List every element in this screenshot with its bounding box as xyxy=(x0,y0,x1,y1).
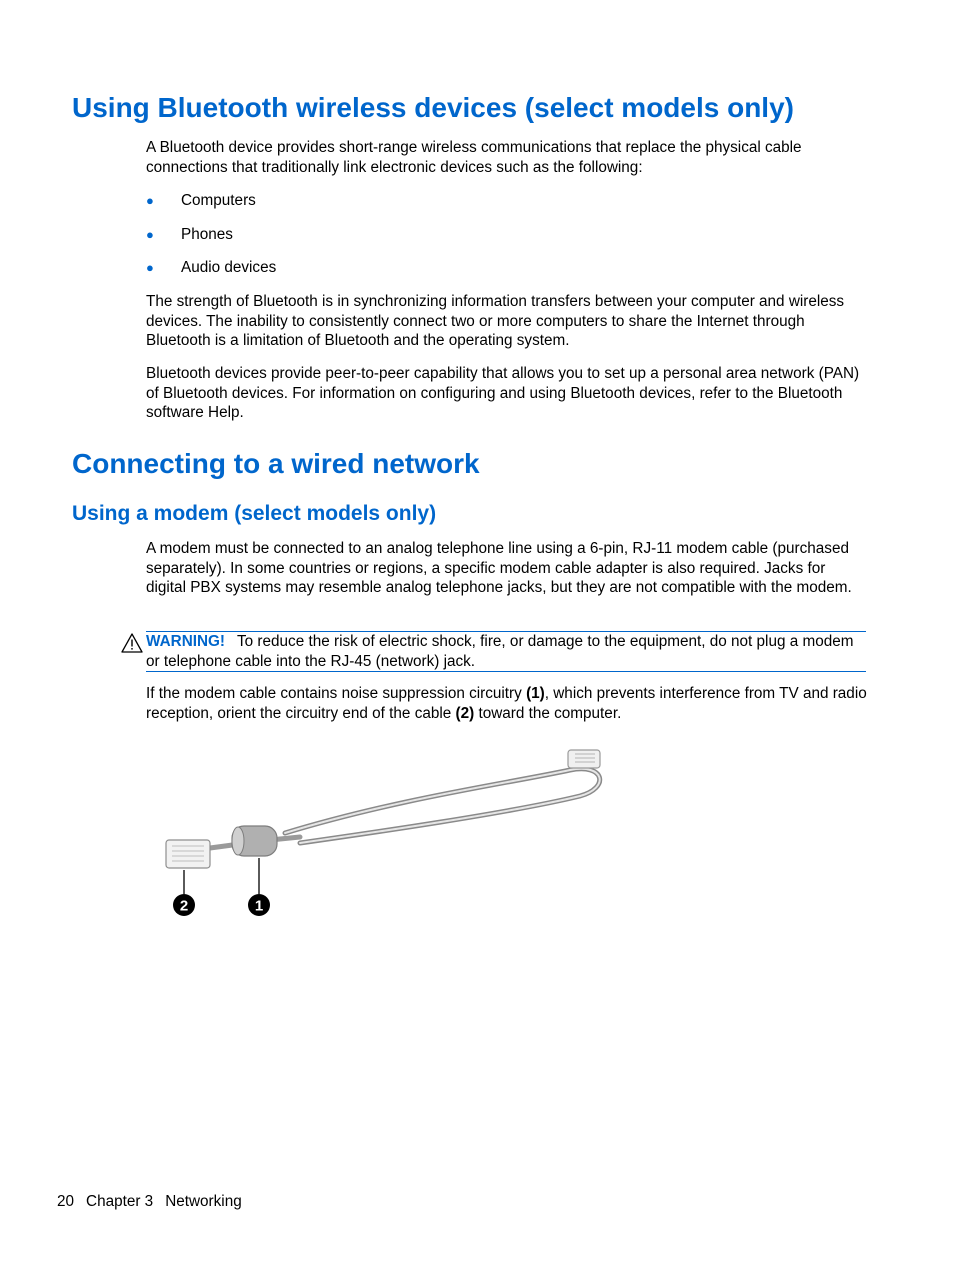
footer-chapter-title: Networking xyxy=(165,1193,242,1210)
text-run: , which prevents interference from TV and radio reception, orient the circuitry end of the cable xyxy=(146,685,867,722)
text-run: If the modem cable contains noise suppression circuitry xyxy=(146,685,527,702)
warning-message: To reduce the risk of electric shock, fire, or damage to the equipment, do not plug a modem or telephone cable into the RJ-45 (network) jack. xyxy=(146,633,854,670)
ferrite-core xyxy=(232,826,277,856)
list-item-label: Computers xyxy=(181,192,256,209)
page-footer xyxy=(57,1192,254,1212)
callout-1-label: 1 xyxy=(254,897,264,915)
rj11-plug xyxy=(166,840,210,868)
footer-chapter: Chapter 3 xyxy=(86,1193,154,1210)
modem-paragraph: A modem must be connected to an analog telephone line using a 6-pin, RJ-11 modem cable (purchased separately). In some countries or regions, a specific modem cable adapter is also required. Jacks for digital PBX systems may resemble analog telephone jacks, but they are not compatible with the modem. xyxy=(146,540,852,597)
page-number: 20 xyxy=(57,1193,75,1210)
bluetooth-strength-paragraph: The strength of Bluetooth is in synchronizing information transfers between your computer and wireless devices. The inability to consistently connect two or more computers to share the Internet through Bluetooth is a limitation of Bluetooth and the operating system. xyxy=(146,293,845,350)
bluetooth-intro-paragraph: A Bluetooth device provides short-range wireless communications that replace the physical cable connections that traditionally link electronic devices such as the following: xyxy=(146,139,802,176)
far-connector xyxy=(568,750,600,768)
warning-text xyxy=(146,632,866,671)
callout-2-badge xyxy=(173,894,195,916)
warning-icon xyxy=(121,633,143,658)
section-title-bluetooth: Using Bluetooth wireless devices (select models only) xyxy=(72,92,794,123)
list-item-label: Phones xyxy=(181,226,233,243)
bullet-icon: ● xyxy=(146,260,154,275)
modem-cable-illustration xyxy=(150,738,620,928)
callout-ref-2: (2) xyxy=(455,704,475,722)
section-title-wired-network: Connecting to a wired network xyxy=(72,448,480,479)
warning-box xyxy=(146,631,866,672)
bullet-icon: ● xyxy=(146,193,154,208)
callout-ref-1: (1) xyxy=(526,685,545,702)
callout-2-label: 2 xyxy=(179,897,189,915)
callout-1-badge xyxy=(248,894,270,916)
warning-label: WARNING! xyxy=(146,633,226,650)
subsection-title-modem: Using a modem (select models only) xyxy=(72,502,437,525)
list-item-label: Audio devices xyxy=(181,259,277,276)
cable-orientation-paragraph xyxy=(146,684,868,723)
bluetooth-pan-paragraph: Bluetooth devices provide peer-to-peer capability that allows you to set up a personal area network (PAN) of Bluetooth devices. For information on configuring and using Bluetooth devices, refer to the Bluetooth software Help. xyxy=(146,365,860,422)
bullet-icon: ● xyxy=(146,227,154,242)
text-run: toward the computer. xyxy=(474,704,622,722)
